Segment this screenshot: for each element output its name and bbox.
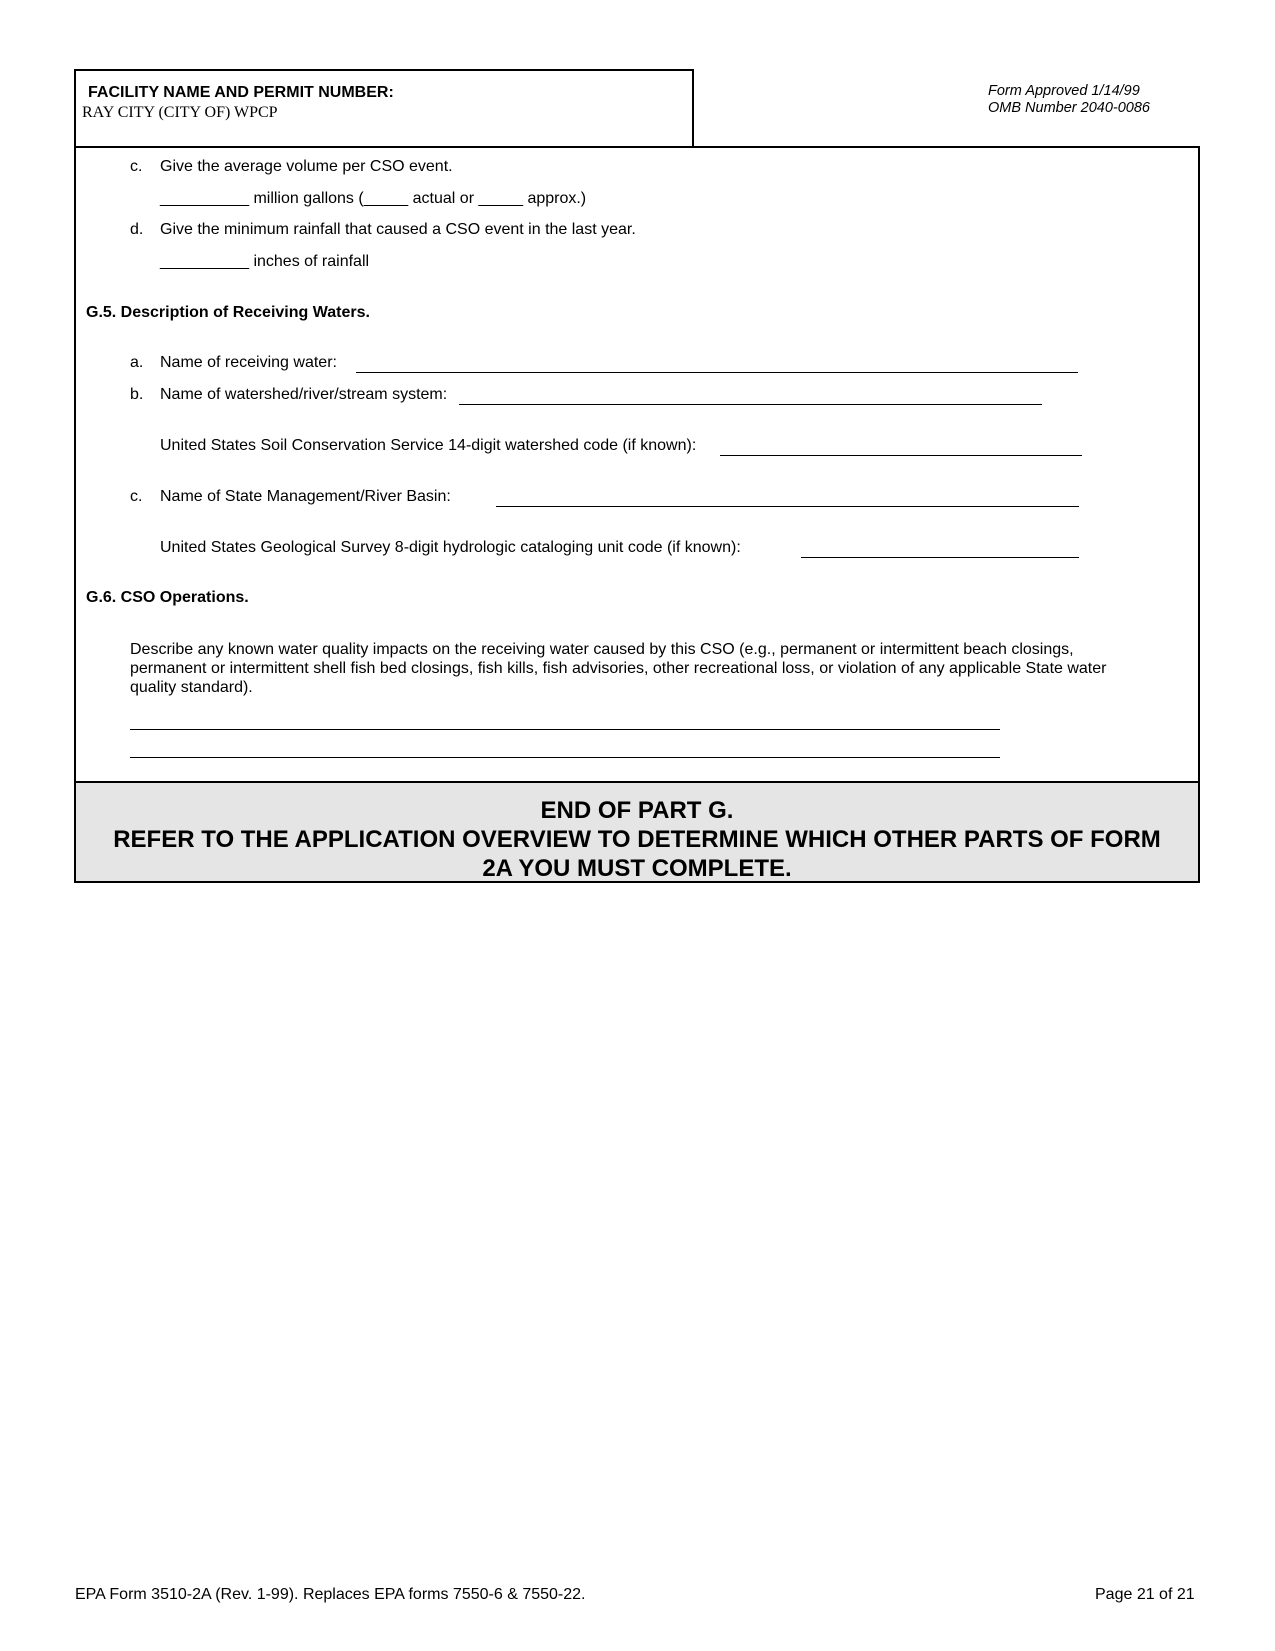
item-c-letter: c. xyxy=(130,158,143,175)
approx-label: approx.) xyxy=(527,190,587,207)
end-banner-line: REFER TO THE APPLICATION OVERVIEW TO DETERMINE WHICH OTHER PARTS OF FORM xyxy=(113,826,1161,853)
avg-volume-unit: million gallons ( xyxy=(253,190,364,207)
item-d-letter: d. xyxy=(130,221,144,238)
g5-c-letter: c. xyxy=(130,488,143,505)
omb-number: OMB Number 2040-0086 xyxy=(988,100,1150,116)
g5-b-letter: b. xyxy=(130,386,144,403)
item-c-question: Give the average volume per CSO event. xyxy=(160,158,453,175)
footer-page-number: Page 21 of 21 xyxy=(1095,1586,1195,1603)
min-rainfall-field[interactable] xyxy=(160,253,369,271)
state-basin-label: Name of State Management/River Basin: xyxy=(160,488,451,505)
min-rainfall-blank[interactable]: __________ xyxy=(160,253,249,270)
form-approved-date: Form Approved 1/14/99 xyxy=(988,83,1140,99)
g6-description-line: permanent or intermittent shell fish bed closings, fish kills, fish advisories, other recreational loss, or violation of any applicable State water xyxy=(130,660,1107,677)
approx-blank[interactable]: _____ xyxy=(478,190,523,207)
avg-volume-field[interactable] xyxy=(160,190,586,208)
min-rainfall-unit: inches of rainfall xyxy=(253,253,370,270)
avg-volume-blank[interactable]: __________ xyxy=(160,190,249,207)
end-of-part-banner xyxy=(74,781,1200,883)
item-d-question: Give the minimum rainfall that caused a CSO event in the last year. xyxy=(160,221,636,238)
usgs-code-field[interactable] xyxy=(801,557,1079,558)
form-approval-info xyxy=(988,83,1150,117)
actual-label: actual or xyxy=(412,190,475,207)
state-basin-field[interactable] xyxy=(496,506,1079,507)
g6-description-line: Describe any known water quality impacts on the receiving water caused by this CSO (e.g., permanent or intermittent beach closings, xyxy=(130,641,1074,658)
facility-box xyxy=(74,69,694,146)
g5-heading: G.5. Description of Receiving Waters. xyxy=(86,304,370,321)
end-banner-line: END OF PART G. xyxy=(540,797,734,824)
receiving-water-label: Name of receiving water: xyxy=(160,354,337,371)
facility-heading: FACILITY NAME AND PERMIT NUMBER: xyxy=(88,84,394,101)
end-banner-line: 2A YOU MUST COMPLETE. xyxy=(482,855,792,882)
scs-watershed-code-field[interactable] xyxy=(720,455,1082,456)
watershed-label: Name of watershed/river/stream system: xyxy=(160,386,448,403)
g5-a-letter: a. xyxy=(130,354,144,371)
receiving-water-field[interactable] xyxy=(356,372,1078,373)
g6-description-line: quality standard). xyxy=(130,679,253,696)
water-quality-impacts-field-1[interactable] xyxy=(130,729,1000,730)
water-quality-impacts-field-2[interactable] xyxy=(130,757,1000,758)
actual-blank[interactable]: _____ xyxy=(363,190,409,207)
usgs-code-label: United States Geological Survey 8-digit hydrologic cataloging unit code (if known): xyxy=(160,539,741,556)
g6-description xyxy=(130,640,1106,697)
watershed-field[interactable] xyxy=(459,404,1042,405)
g6-heading: G.6. CSO Operations. xyxy=(86,589,249,606)
scs-watershed-code-label: United States Soil Conservation Service 14-digit watershed code (if known): xyxy=(160,437,697,454)
facility-name-value: RAY CITY (CITY OF) WPCP xyxy=(82,104,278,121)
footer-form-info: EPA Form 3510-2A (Rev. 1-99). Replaces EPA forms 7550-6 & 7550-22. xyxy=(75,1586,586,1603)
